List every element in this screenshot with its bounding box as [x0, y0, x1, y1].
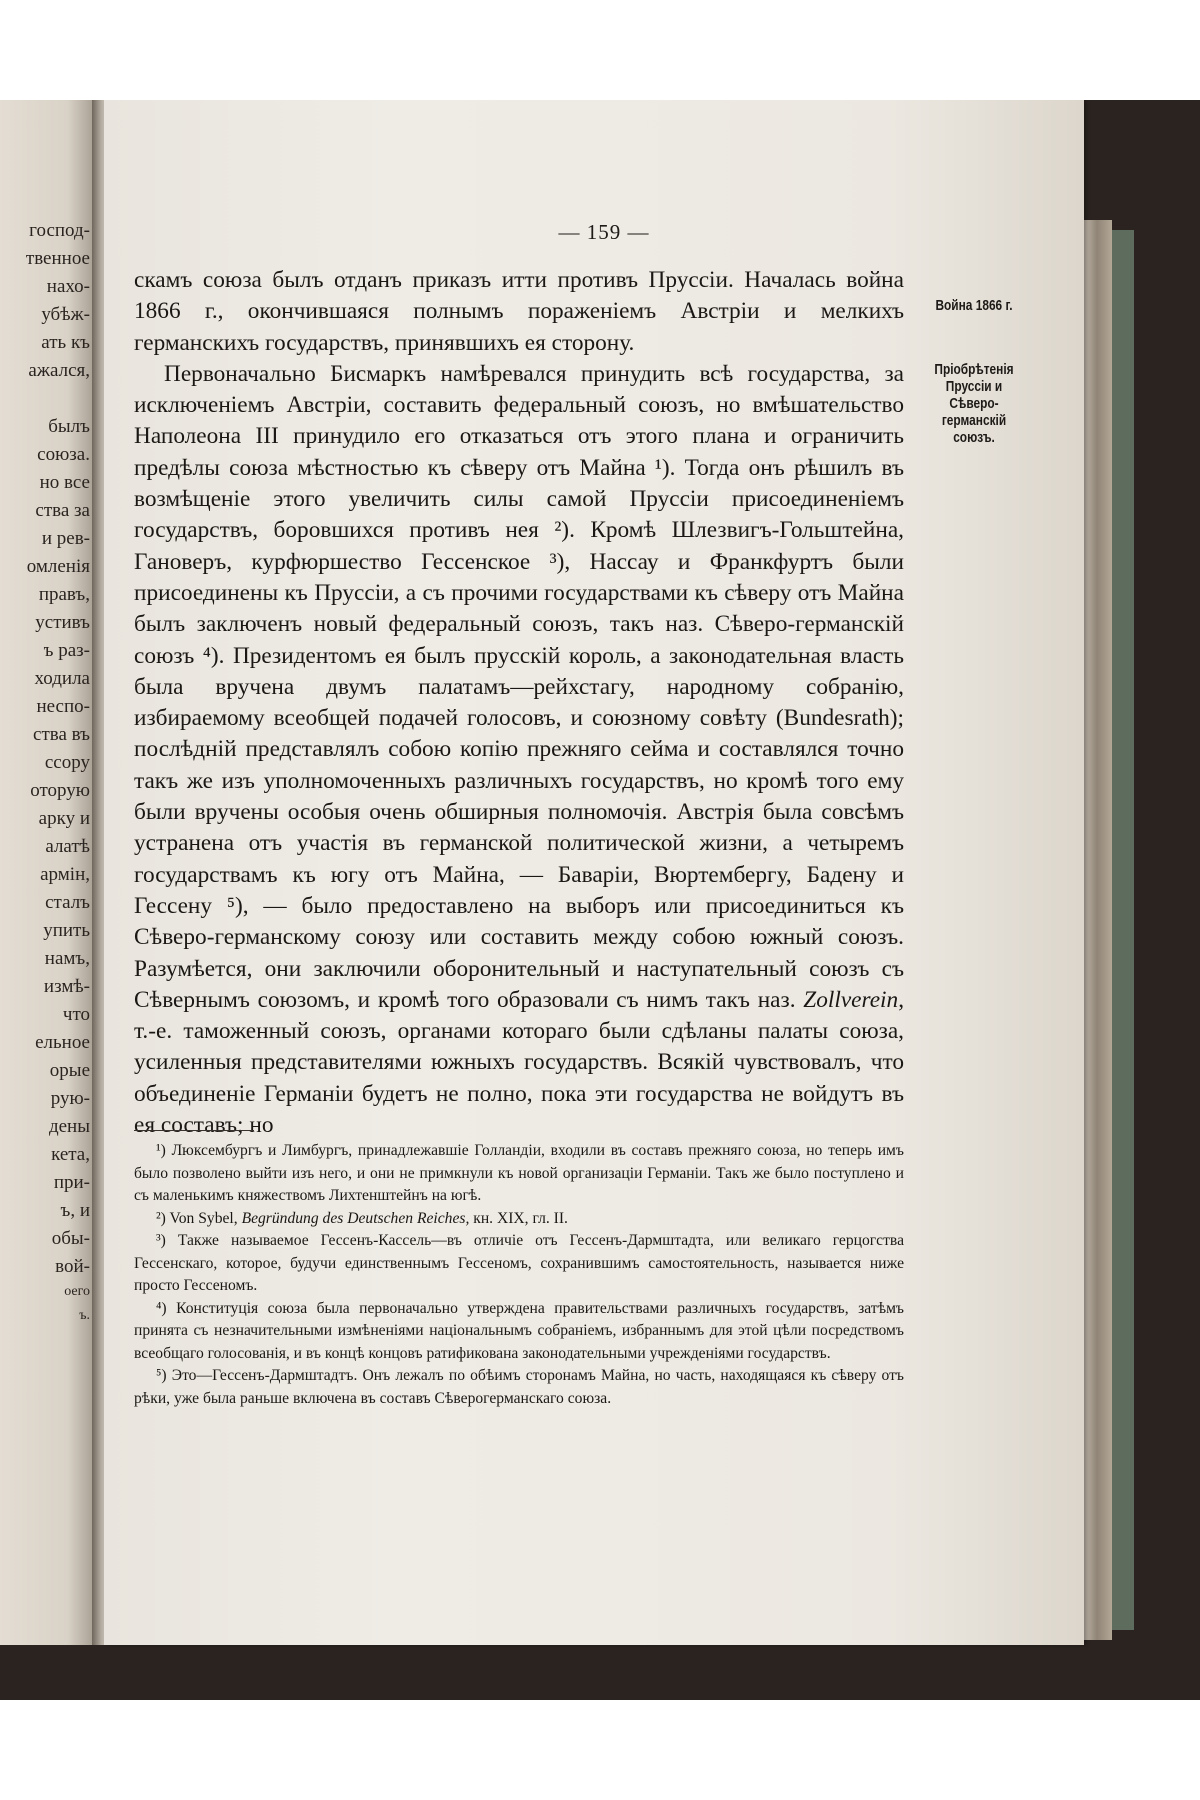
left-page-line: ходила [34, 668, 90, 689]
left-page-line: неспо- [36, 696, 90, 717]
left-page-line: дены [48, 1116, 90, 1137]
left-page-line: ать къ [41, 332, 90, 353]
left-page-line: господ- [29, 220, 90, 241]
left-page-line: орые [49, 1060, 90, 1081]
photo-background [0, 100, 1200, 1700]
footnote-2-ref: кн. XIX, гл. II. [473, 1209, 568, 1227]
left-page-line: оторую [30, 780, 90, 801]
footnote-1: ¹) Люксембургъ и Лимбургъ, принадлежавшіе Голландіи, входили въ составъ прежняго союза, но теперь имъ было позволено выйти изъ него, и они не примкнули къ новой организаціи Германіи. Такъ же было поступлено и съ маленькимъ княжествомъ Лихтенштейнъ на югѣ. [134, 1142, 904, 1204]
left-page-line: намъ, [44, 948, 90, 969]
main-text [134, 265, 904, 1141]
left-page-line: ъ. [79, 1308, 90, 1323]
left-page-line: ссору [44, 752, 90, 773]
margin-note-war: Война 1866 г. [935, 298, 1013, 314]
left-page-line: твенное [25, 248, 90, 269]
page-number: — 159 — [558, 220, 650, 244]
left-page-line: арку и [38, 808, 90, 829]
footnote-5: ⁵) Это—Гессенъ-Дармштадтъ. Онъ лежалъ по обѣимъ сторонамъ Майна, но часть, находящаяся къ сѣверу отъ рѣки, уже была раньше включена въ составъ Сѣверогерманскаго союза. [134, 1367, 904, 1407]
left-page-line: измѣ- [43, 976, 90, 997]
left-page-line: алатѣ [45, 836, 90, 857]
left-page-line: армін, [40, 864, 90, 885]
left-page-line: союза. [37, 444, 90, 465]
left-page-line: рую- [50, 1088, 90, 1109]
footnotes [134, 1140, 904, 1410]
paragraph-2 [134, 359, 904, 1141]
left-page-line: и рев- [41, 528, 90, 549]
zollverein-term: Zollverein [803, 986, 899, 1013]
footnote-2-title: Begründung des Deutschen Reiches, [241, 1209, 470, 1227]
footnote-divider [134, 1130, 254, 1131]
left-page-line: при- [53, 1172, 90, 1193]
left-page-line: ельное [35, 1032, 90, 1053]
left-page-line: кета, [51, 1144, 90, 1165]
paragraph-2-text: Первоначально Бисмаркъ намѣревался принудить всѣ государства, за исключеніемъ Австріи, составить федеральный союзъ, но вмѣшательство Наполеона III принудило его отказаться отъ этого плана и ограничить предѣлы союза мѣстностью къ сѣверу отъ Майна ¹). Тогда онъ рѣшилъ въ возмѣщеніе этого увеличить силы самой Пруссіи присоединеніемъ государствъ, боровшихся противъ нея ²). Кромѣ Шлезвигъ-Гольштейна, Гановеръ, курфюршество Гессенское ³), Нассау и Франкфуртъ были присоединены къ Пруссіи, а съ прочими государствами къ сѣверу отъ Майна былъ заключенъ новый федеральный союзъ, такъ наз. Сѣверо-германскій союзъ ⁴). Президентомъ ея былъ прусскій король, а законодательная власть была вручена двумъ палатамъ—рейхстагу, народному собранію, избираемому всеобщей подачей голосовъ, и союзному совѣту (Bundesrath); послѣдній представлялъ собою копію прежняго сейма и составлялся точно такъ же изъ уполномоченныхъ различныхъ государствъ, но кромѣ того ему были вручены особыя очень обширныя полномочія. Австрія была совсѣмъ устранена отъ участія въ германской политической жизни, а четыремъ государствамъ къ югу отъ Майна, — Баваріи, Вюртембергу, Бадену и Гессену ⁵), — было предоставлено на выборъ или присоединиться къ Сѣверо-германскому союзу или составить между собою южный союзъ. Разумѣется, они заключили оборонительный и наступательный союзъ съ Сѣвернымъ союзомъ, и кромѣ того образовали съ нимъ такъ наз. [134, 360, 904, 1013]
left-page-line: сталъ [45, 892, 90, 913]
margin-note-acquisition: Пріобрѣтенія Пруссіи и Сѣверо-германскій союзъ. [934, 362, 1014, 446]
paragraph-1: скамъ союза былъ отданъ приказъ итти противъ Пруссіи. Началась война 1866 г., окончившаяся полнымъ пораженіемъ Австріи и мелкихъ германскихъ государствъ, принявшихъ ея сторону. [134, 267, 904, 356]
left-page-line: упить [43, 920, 90, 941]
left-page-line: ства за [35, 500, 90, 521]
left-page-fragment [0, 100, 96, 1645]
left-page-line: ства въ [33, 724, 90, 745]
left-page-line: убѣж- [41, 304, 90, 325]
paragraph-2-tail: , т.-е. таможенный союзъ, органами котораго были сдѣланы палаты союза, усиленныя представителями южныхъ государствъ. Всякій чувствовалъ, что объединеніе Германіи будетъ не полно, пока эти государства не войдутъ въ ея составъ; но [134, 986, 905, 1139]
left-page-line: что [62, 1004, 90, 1025]
footnote-2-author: ²) Von Sybel, [156, 1209, 238, 1227]
left-page-line: ъ раз- [43, 640, 90, 661]
footnote-2 [134, 1208, 904, 1231]
left-page-line: ъ, и [60, 1200, 90, 1221]
left-page-line: ажался, [28, 360, 90, 381]
page-stack-edge [1082, 220, 1112, 1640]
left-page-line: вой- [55, 1256, 90, 1277]
left-page-line: правъ, [38, 584, 90, 605]
left-page-line: но все [39, 472, 90, 493]
footnote-4: ⁴) Конституція союза была первоначально утверждена правительствами различныхъ государствъ, затѣмъ принята съ незначительными измѣненіями національнымъ собраніемъ, избраннымъ для этой цѣли посредствомъ всеобщаго голосованія, и въ концѣ концовъ ратификована законодательными учрежденіями государствъ. [134, 1299, 904, 1362]
book-page [104, 100, 1084, 1645]
left-page-line: обы- [51, 1228, 90, 1249]
left-page-line: омленія [26, 556, 90, 577]
left-page-line: устивъ [35, 612, 90, 633]
left-page-line: былъ [48, 416, 90, 437]
footnote-3: ³) Также называемое Гессенъ-Кассель—въ отличіе отъ Гессенъ-Дармштадта, или великаго герцогства Гессенскаго, которое, будучи единственнымъ Гессеномъ, сохранившимъ самостоятельность, называется ниже просто Гессеномъ. [134, 1232, 904, 1294]
left-page-line: нахо- [46, 276, 90, 297]
left-page-line: оего [64, 1284, 90, 1299]
